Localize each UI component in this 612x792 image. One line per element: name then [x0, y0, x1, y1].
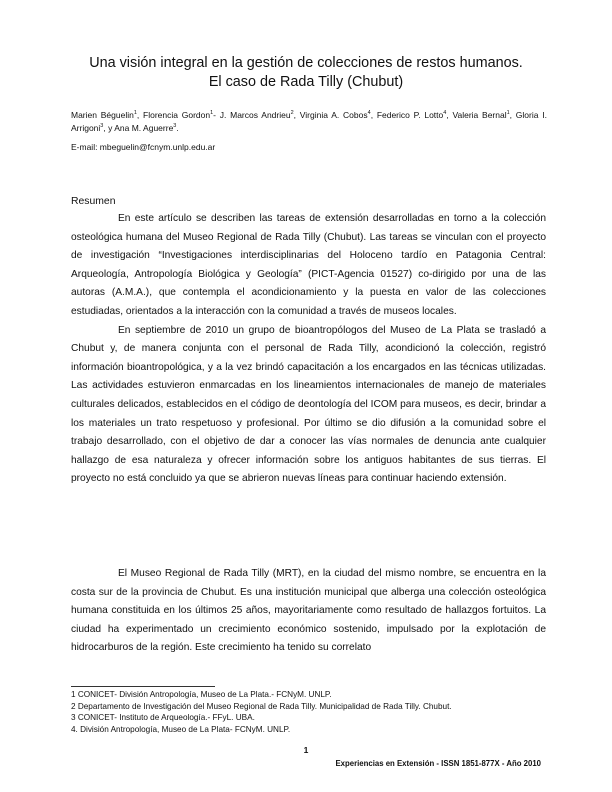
affiliation-marker: 1: [210, 110, 214, 116]
footnote-separator: [71, 686, 215, 687]
author-name: J. Marcos Andrieu: [219, 110, 291, 120]
author-name: Federico P. Lotto: [376, 110, 444, 120]
author-separator: ,: [370, 110, 377, 120]
resumen-paragraph: En este artículo se describen las tareas de extensión desarrolladas en torno a la colección osteológica humana del Museo Regional de Rada Tilly (Chubut). Las tareas se vinculan con el proyecto de investigación “Investigaciones interdisciplinarias del Holoceno tardío en Patagonia Central: Arqueología, Antropología Biológica y Geología” (PICT-Agencia 01527) co-dirigido por una de las autoras (A.M.A.), que contempla el acondicionamiento y la puesta en valor de las colecciones estudiadas, orientados a la interacción con la comunidad a través de museos locales.: [71, 213, 546, 317]
resumen-heading: Resumen: [71, 196, 116, 207]
journal-footer: Experiencias en Extensión - ISSN 1851-877X - Año 2010: [335, 759, 541, 768]
affiliation-marker: 4: [367, 110, 371, 116]
affiliation-marker: 1: [506, 110, 510, 116]
footnote: 4. División Antropología, Museo de La Plata- FCNyM. UNLP.: [71, 724, 291, 734]
author-name: Florencia Gordon: [143, 110, 211, 120]
page-number: 1: [303, 745, 309, 755]
author-name: Virginia A. Cobos: [299, 110, 368, 120]
author-name: Gloria I. Arrigoni: [71, 110, 547, 133]
contact-email[interactable]: E-mail: mbeguelin@fcnym.unlp.edu.ar: [71, 142, 216, 152]
author-separator: -: [213, 110, 220, 120]
author-separator: .: [176, 123, 179, 133]
resumen-text: [71, 210, 546, 489]
paper-title: [60, 54, 552, 92]
title-line-1: Una visión integral en la gestión de colecciones de restos humanos.: [89, 55, 523, 71]
affiliation-marker: 3: [173, 123, 177, 129]
author-separator: ,: [509, 110, 516, 120]
author-separator: ,: [293, 110, 300, 120]
author-separator: , y: [103, 123, 115, 133]
author-name: Ana M. Aguerre: [114, 123, 174, 133]
author-separator: ,: [136, 110, 144, 120]
body-text: [71, 565, 546, 658]
affiliation-marker: 2: [290, 110, 294, 116]
author-name: Valeria Bernal: [452, 110, 507, 120]
footnote: 1 CONICET- División Antropología, Museo de La Plata.- FCNyM. UNLP.: [71, 690, 332, 699]
body-paragraph: El Museo Regional de Rada Tilly (MRT), en la ciudad del mismo nombre, se encuentra en la costa sur de la provincia de Chubut. Es una institución municipal que alberga una colección osteológica humana constituida en los últimos 25 años, mayoritariamente como resultado de hallazgos fortuitos. La ciudad ha experimentado un crecimiento económico sostenido, impulsado por la explotación de hidrocarburos de la región. Este crecimiento ha tenido su correlato: [71, 568, 546, 654]
footnotes: [71, 689, 452, 735]
footnote: 2 Departamento de Investigación del Museo Regional de Rada Tilly. Municipalidad de Rada Tilly. Chubut.: [71, 701, 452, 711]
author-separator: ,: [446, 110, 453, 120]
author-name: Marien Béguelin: [71, 110, 134, 120]
affiliation-marker: 1: [133, 110, 137, 116]
footnote: 3 CONICET- Instituto de Arqueología.- FFyL. UBA.: [71, 713, 255, 723]
resumen-paragraph: En septiembre de 2010 un grupo de bioantropólogos del Museo de La Plata se trasladó a Chubut y, de manera conjunta con el personal de Rada Tilly, acondicionó la colección, registró información bioantropológica, y a la vez brindó capacitación a los encargados en las técnicas utilizadas. Las actividades estuvieron enmarcadas en los lineamientos internacionales de manejo de materiales culturales delicados, establecidos en el código de deontología del ICOM para museos, es decir, brindar a los materiales un trato respetuoso y profesional. Por último se dio difusión a la comunidad sobre el trabajo desarrollado, con el objetivo de dar a conocer las vías normales de denuncia ante cualquier hallazgo de esa naturaleza y ofrecer información sobre los antiguos habitantes de sus tierras. El proyecto no está concluido ya que se abrieron nuevas líneas para continuar haciendo extensión.: [71, 324, 546, 485]
affiliation-marker: 3: [100, 123, 104, 129]
affiliation-marker: 4: [443, 110, 447, 116]
title-line-2: El caso de Rada Tilly (Chubut): [208, 74, 404, 90]
author-list: [71, 109, 547, 135]
